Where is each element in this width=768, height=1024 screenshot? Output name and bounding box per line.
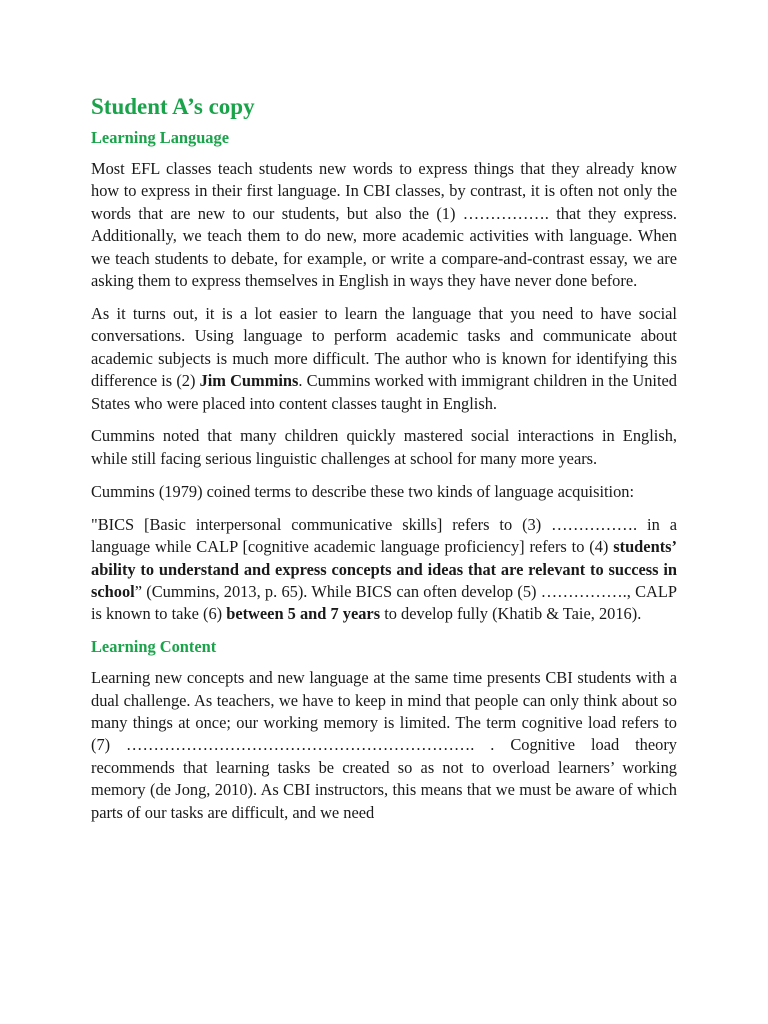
paragraph-bics-calp: [91, 514, 677, 626]
text-run: As it turns out, it is a lot easier to learn the language that you need to have social conversations. Using language to perform academic tasks and communicate about academic subjects is much more difficult. The author who is known for identifying this difference is (2): [91, 303, 677, 391]
answer-5-7-years: between 5 and 7 years: [226, 604, 381, 624]
paragraph-cognitive-load: Learning new concepts and new language at the same time presents CBI students with a dual challenge. As teachers, we have to keep in mind that people can only think about so many things at once; our working memory is limited. The term cognitive load refers to (7) ………………………………………………………. . Cognitive load theory recommends that learning tasks be created so as not to overload learners’ working memory (de Jong, 2010). As CBI instructors, this means that we must be aware of which parts of our tasks are difficult, and we need: [91, 668, 677, 822]
paragraph-cummins-coined: Cummins (1979) coined terms to describe these two kinds of language acquisition:: [91, 481, 635, 501]
answer-students-ability: students’ ability to understand and express concepts and ideas that are relevant to success in school: [91, 537, 677, 601]
text-run: to develop fully (Khatib & Taie, 2016).: [380, 604, 642, 624]
paragraph-social-conversations: [91, 303, 677, 415]
document-page: [91, 92, 677, 824]
paragraph-efl-classes: Most EFL classes teach students new words to express things that they already know how to express in their first language. In CBI classes, by contrast, it is often not only the words that are new to our students, but also the (1) ……………. that they express. Additionally, we teach them to do new, more academic activities with language. When we teach students to debate, for example, or write a compare-and-contrast essay, we are asking them to express themselves in English in ways they have never done before.: [91, 159, 677, 291]
paragraph-cummins-noted: Cummins noted that many children quickly mastered social interactions in English, while still facing serious linguistic challenges at school for many more years.: [91, 426, 677, 468]
text-run: . Cummins worked with immigrant children in the United States who were placed into content classes taught in English.: [91, 371, 677, 413]
page-title: Student A’s copy: [91, 94, 255, 119]
section-heading-learning-language: Learning Language: [91, 128, 229, 147]
text-run: ” (Cummins, 2013, p. 65). While BICS can often develop (5) ……………., CALP is known to take (6): [91, 581, 677, 624]
text-run: "BICS [Basic interpersonal communicative skills] refers to (3) ……………. in a language while CALP [cognitive academic language proficiency] refers to (4): [91, 514, 677, 557]
answer-jim-cummins: Jim Cummins: [199, 371, 299, 391]
section-heading-learning-content: Learning Content: [91, 637, 217, 657]
